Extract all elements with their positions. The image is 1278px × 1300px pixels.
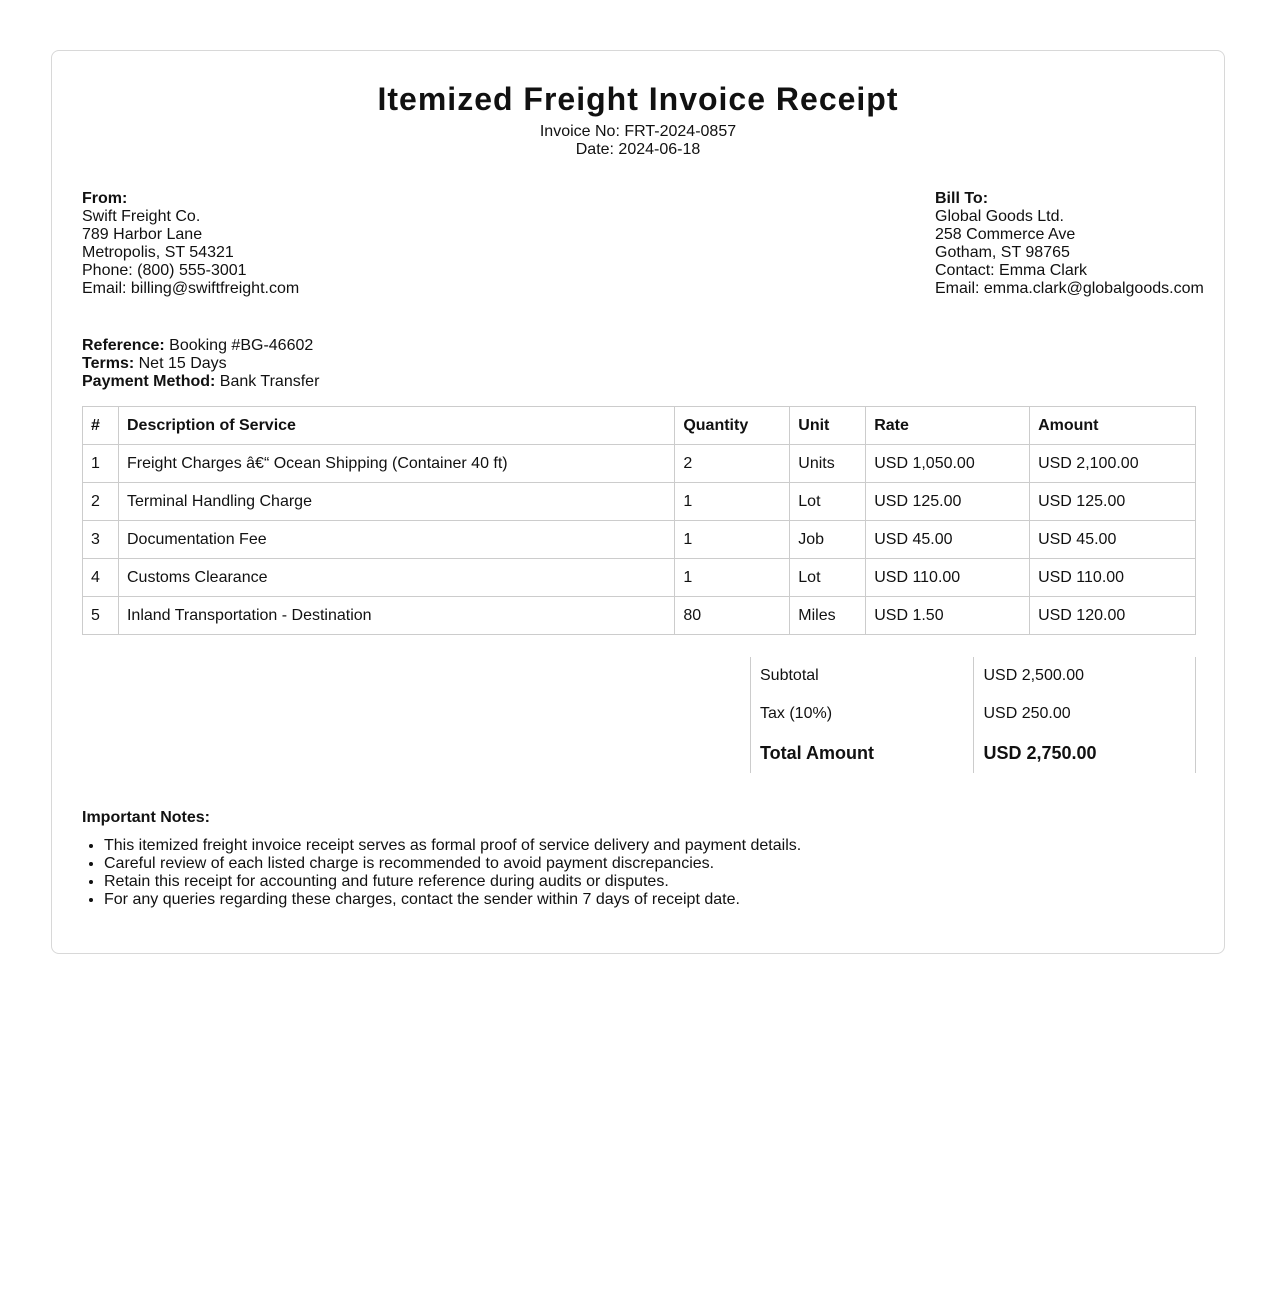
payment-method-label: Payment Method: [82, 373, 216, 390]
bill-to-name: Global Goods Ltd. [935, 208, 1064, 225]
cell-quantity: 2 [675, 445, 790, 483]
items-table [82, 406, 1196, 635]
cell-amount: USD 120.00 [1030, 597, 1196, 635]
cell-number: 5 [83, 597, 119, 635]
total-row [751, 733, 1196, 773]
cell-unit: Units [790, 445, 866, 483]
subtotal-row [751, 657, 1196, 695]
cell-description: Inland Transportation - Destination [118, 597, 674, 635]
cell-number: 1 [83, 445, 119, 483]
terms-value: Net 15 Days [138, 355, 227, 372]
col-header-rate: Rate [866, 407, 1030, 445]
cell-rate: USD 1.50 [866, 597, 1030, 635]
reference-line [82, 337, 319, 355]
cell-rate: USD 110.00 [866, 559, 1030, 597]
cell-quantity: 1 [675, 483, 790, 521]
cell-number: 4 [83, 559, 119, 597]
cell-unit: Job [790, 521, 866, 559]
col-header-quantity: Quantity [675, 407, 790, 445]
invoice-number: Invoice No: FRT-2024-0857 [539, 123, 737, 140]
cell-quantity: 1 [675, 521, 790, 559]
col-header-number: # [83, 407, 119, 445]
col-header-amount: Amount [1030, 407, 1196, 445]
from-block [82, 190, 299, 298]
cell-rate: USD 125.00 [866, 483, 1030, 521]
tax-value: USD 250.00 [974, 695, 1196, 733]
from-label: From: [82, 190, 128, 207]
totals-table [750, 657, 1196, 773]
bill-to-contact: Contact: Emma Clark [935, 262, 1088, 279]
bill-to-city: Gotham, ST 98765 [935, 244, 1070, 261]
cell-number: 2 [83, 483, 119, 521]
list-item: • Retain this receipt for accounting and future reference during audits or disputes. [104, 873, 801, 891]
from-city: Metropolis, ST 54321 [82, 244, 234, 261]
bill-to-email: Email: emma.clark@globalgoods.com [935, 280, 1204, 297]
cell-amount: USD 125.00 [1030, 483, 1196, 521]
cell-unit: Miles [790, 597, 866, 635]
from-name: Swift Freight Co. [82, 208, 201, 225]
notes-section [82, 809, 801, 909]
items-header-row [83, 407, 1196, 445]
total-value: USD 2,750.00 [974, 733, 1196, 773]
invoice-meta [52, 123, 1224, 159]
table-row [83, 521, 1196, 559]
cell-amount: USD 110.00 [1030, 559, 1196, 597]
list-item: • For any queries regarding these charges, contact the sender within 7 days of receipt date. [104, 891, 801, 909]
terms-line [82, 355, 319, 373]
col-header-description: Description of Service [118, 407, 674, 445]
cell-number: 3 [83, 521, 119, 559]
subtotal-value: USD 2,500.00 [974, 657, 1196, 695]
subtotal-label: Subtotal [751, 657, 974, 695]
col-header-unit: Unit [790, 407, 866, 445]
cell-rate: USD 45.00 [866, 521, 1030, 559]
from-email: Email: billing@swiftfreight.com [82, 280, 300, 297]
payment-method-value: Bank Transfer [219, 373, 320, 390]
cell-amount: USD 2,100.00 [1030, 445, 1196, 483]
invoice-page [51, 50, 1225, 954]
from-phone: Phone: (800) 555-3001 [82, 262, 247, 279]
total-label: Total Amount [751, 733, 974, 773]
terms-label: Terms: [82, 355, 135, 372]
from-street: 789 Harbor Lane [82, 226, 203, 243]
bill-to-label: Bill To: [935, 190, 989, 207]
bill-to-block [935, 190, 1204, 298]
tax-label: Tax (10%) [751, 695, 974, 733]
cell-description: Documentation Fee [118, 521, 674, 559]
table-row [83, 597, 1196, 635]
invoice-title: Itemized Freight Invoice Receipt [377, 81, 899, 117]
notes-heading: Important Notes: [82, 809, 210, 826]
cell-quantity: 80 [675, 597, 790, 635]
table-row [83, 483, 1196, 521]
reference-label: Reference: [82, 337, 165, 354]
cell-amount: USD 45.00 [1030, 521, 1196, 559]
list-item: • Careful review of each listed charge is recommended to avoid payment discrepancies. [104, 855, 801, 873]
cell-quantity: 1 [675, 559, 790, 597]
cell-description: Customs Clearance [118, 559, 674, 597]
reference-block [82, 337, 319, 391]
tax-row [751, 695, 1196, 733]
table-row [83, 559, 1196, 597]
notes-list [82, 837, 801, 909]
cell-unit: Lot [790, 483, 866, 521]
reference-value: Booking #BG-46602 [169, 337, 314, 354]
payment-method-line [82, 373, 319, 391]
invoice-date: Date: 2024-06-18 [575, 141, 701, 158]
bill-to-street: 258 Commerce Ave [935, 226, 1076, 243]
cell-rate: USD 1,050.00 [866, 445, 1030, 483]
cell-unit: Lot [790, 559, 866, 597]
cell-description: Freight Charges â€“ Ocean Shipping (Container 40 ft) [118, 445, 674, 483]
cell-description: Terminal Handling Charge [118, 483, 674, 521]
list-item: • This itemized freight invoice receipt serves as formal proof of service delivery and payment details. [104, 837, 801, 855]
table-row [83, 445, 1196, 483]
